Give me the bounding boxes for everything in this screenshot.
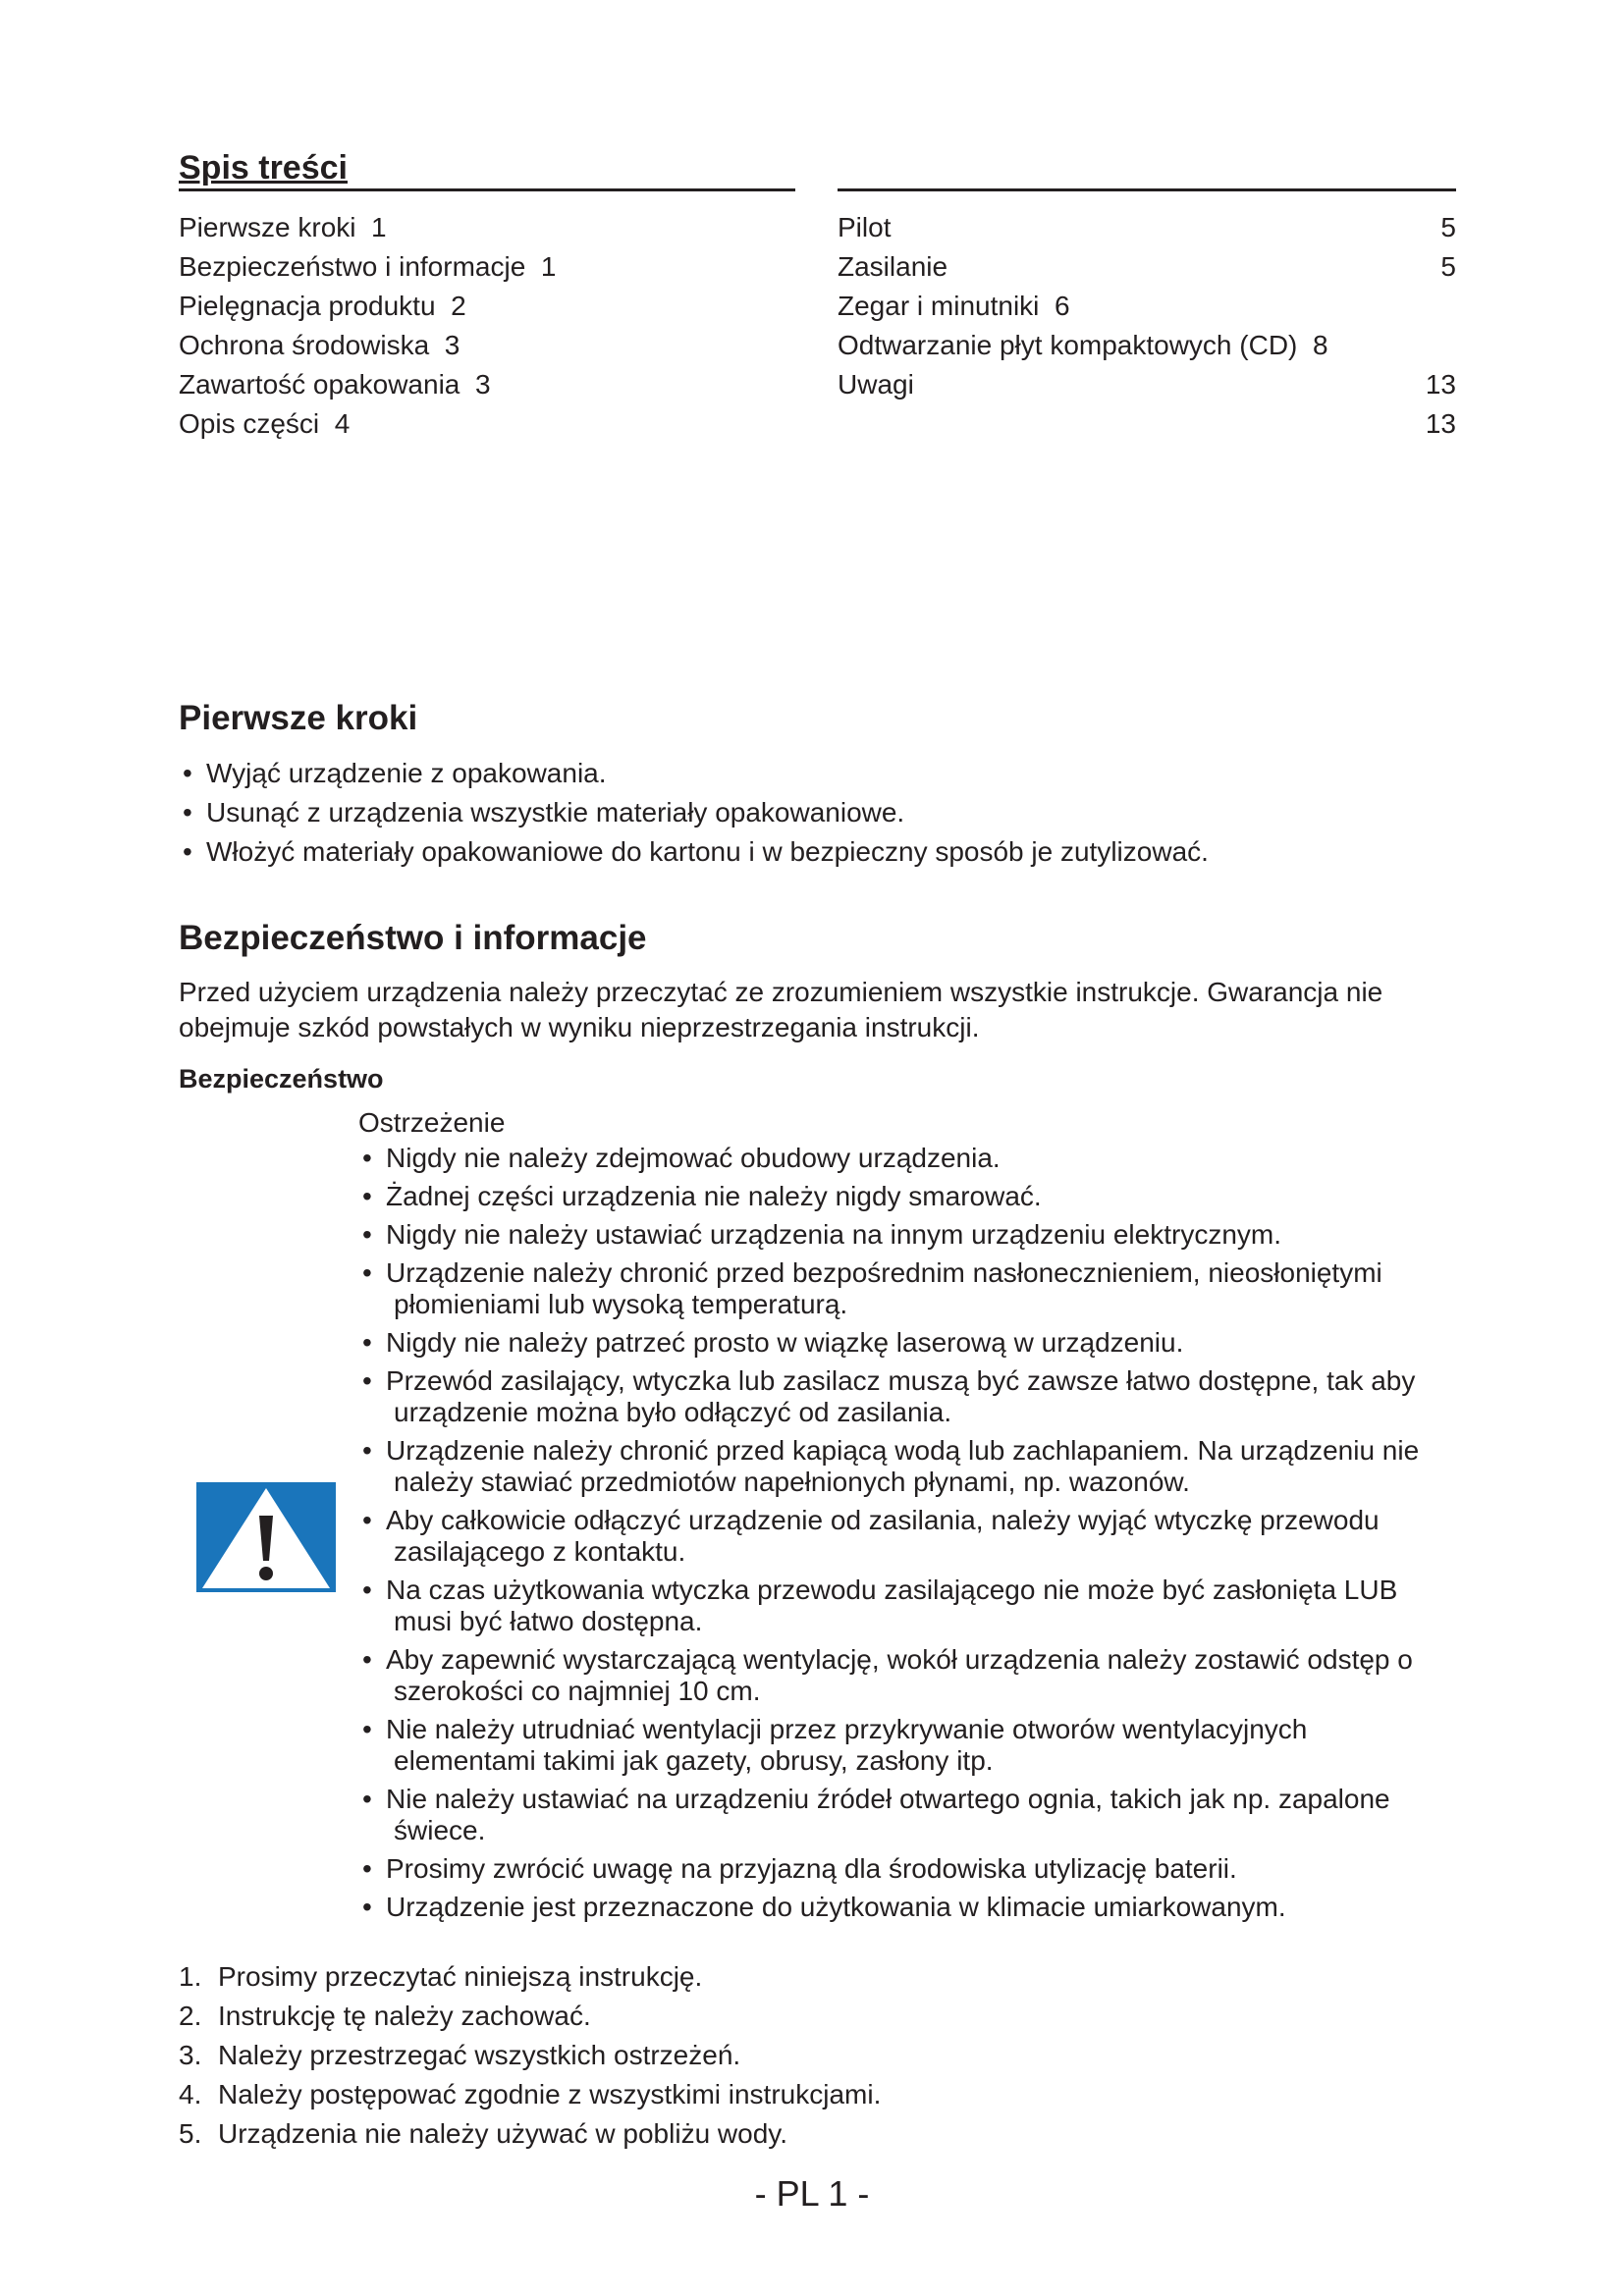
toc-entry[interactable]	[838, 326, 1456, 365]
list-item: • Usunąć z urządzenia wszystkie materiały opakowaniowe.	[179, 793, 1455, 832]
list-item: • Aby zapewnić wystarczającą wentylację, wokół urządzenia należy zostawić odstęp o szerokości co najmniej 10 cm.	[358, 1644, 1468, 1707]
toc-entry[interactable]	[838, 208, 1456, 247]
toc-entry-page: 6	[1054, 291, 1070, 321]
toc-entry-page: 8	[1312, 330, 1328, 360]
warning-list	[358, 1143, 1468, 1930]
toc-entry-page: 4	[334, 408, 351, 439]
first-steps-list	[179, 754, 1455, 872]
numbered-item: 3. Należy przestrzegać wszystkich ostrzeżeń.	[179, 2040, 741, 2070]
toc-entry[interactable]	[179, 365, 768, 404]
toc-entry[interactable]	[838, 247, 1456, 287]
list-item: • Na czas użytkowania wtyczka przewodu zasilającego nie może być zasłonięta LUB musi być łatwo dostępna.	[358, 1575, 1468, 1637]
toc-entry[interactable]	[838, 365, 1456, 404]
safety-heading: Bezpieczeństwo i informacje	[179, 919, 647, 957]
list-item: • Żadnej części urządzenia nie należy nigdy smarować.	[358, 1181, 1468, 1212]
toc-entry-label: Ochrona środowiska	[179, 330, 430, 360]
list-item: • Nigdy nie należy zdejmować obudowy urządzenia.	[358, 1143, 1468, 1174]
toc-entry-page: 3	[474, 369, 491, 400]
warning-icon	[196, 1482, 336, 1592]
list-item: • Przewód zasilający, wtyczka lub zasilacz muszą być zawsze łatwo dostępne, tak aby urządzenie można było odłączyć od zasilania.	[358, 1365, 1468, 1428]
list-item: • Nigdy nie należy ustawiać urządzenia na innym urządzeniu elektrycznym.	[358, 1219, 1468, 1251]
list-item: • Nigdy nie należy patrzeć prosto w wiązkę laserową w urządzeniu.	[358, 1327, 1468, 1359]
list-item: • Nie należy utrudniać wentylacji przez przykrywanie otworów wentylacyjnych elementami takimi jak gazety, obrusy, zasłony itp.	[358, 1714, 1468, 1777]
list-item: • Aby całkowicie odłączyć urządzenie od zasilania, należy wyjąć wtyczkę przewodu zasilającego z kontaktu.	[358, 1505, 1468, 1568]
toc-entry-label: Bezpieczeństwo i informacje	[179, 251, 526, 282]
toc-entry[interactable]	[179, 287, 768, 326]
toc-entry-label: Pilot	[838, 212, 892, 242]
list-item: • Urządzenie należy chronić przed kapiącą wodą lub zachlapaniem. Na urządzeniu nie należy stawiać przedmiotów napełnionych płynami, np. wazonów.	[358, 1435, 1468, 1498]
toc-entry-label: Odtwarzanie płyt kompaktowych (CD)	[838, 330, 1298, 360]
toc-right-column	[838, 208, 1456, 404]
toc-entry-label: Uwagi	[838, 369, 914, 400]
warning-icon-exclamation-dot	[259, 1567, 273, 1580]
toc-right-page-numbers	[1375, 208, 1456, 444]
toc-entry[interactable]	[179, 326, 768, 365]
toc-entry-label: Zegar i minutniki	[838, 291, 1040, 321]
toc-page-number: 13	[1425, 369, 1456, 400]
toc-page-number: 5	[1440, 251, 1456, 282]
toc-page-number	[1375, 326, 1456, 365]
toc-entry-page: 1	[540, 251, 557, 282]
numbered-item: 5. Urządzenia nie należy używać w pobliżu wody.	[179, 2118, 787, 2149]
numbered-item: 1. Prosimy przeczytać niniejszą instrukcję.	[179, 1961, 703, 1992]
toc-page-number	[1375, 287, 1456, 326]
safety-intro: Przed użyciem urządzenia należy przeczytać ze zrozumieniem wszystkie instrukcje. Gwarancja nie obejmuje szkód powstałych w wyniku nieprzestrzegania instrukcji.	[179, 977, 1383, 1042]
list-item: • Urządzenie należy chronić przed bezpośrednim nasłonecznieniem, nieosłoniętymi płomieniami lub wysoką temperaturą.	[358, 1257, 1468, 1320]
toc-rule-left	[179, 188, 795, 191]
toc-page-number: 5	[1440, 212, 1456, 242]
toc-entry[interactable]	[179, 404, 768, 444]
toc-entry-page: 1	[371, 212, 387, 242]
toc-entry-page: 3	[444, 330, 460, 360]
toc-page-number: 13	[1425, 408, 1456, 439]
toc-rule-right	[838, 188, 1456, 191]
list-item: • Nie należy ustawiać na urządzeniu źródeł otwartego ognia, takich jak np. zapalone świece.	[358, 1784, 1468, 1846]
toc-left-column	[179, 208, 768, 444]
numbered-item: 2. Instrukcję tę należy zachować.	[179, 2001, 591, 2031]
list-item: • Wyjąć urządzenie z opakowania.	[179, 754, 1455, 793]
safety-subheading: Bezpieczeństwo	[179, 1064, 384, 1094]
list-item: • Włożyć materiały opakowaniowe do kartonu i w bezpieczny sposób je zutylizować.	[179, 832, 1455, 872]
toc-entry[interactable]	[838, 287, 1456, 326]
toc-entry-label: Zawartość opakowania	[179, 369, 460, 400]
list-item: • Urządzenie jest przeznaczone do użytkowania w klimacie umiarkowanym.	[358, 1892, 1468, 1923]
numbered-instructions	[179, 1957, 881, 2154]
numbered-item: 4. Należy postępować zgodnie z wszystkimi instrukcjami.	[179, 2079, 882, 2109]
warning-label: Ostrzeżenie	[358, 1107, 506, 1138]
toc-entry[interactable]	[179, 247, 768, 287]
toc-title: Spis treści	[179, 149, 348, 187]
toc-entry[interactable]	[179, 208, 768, 247]
toc-entry-label: Pielęgnacja produktu	[179, 291, 436, 321]
toc-entry-page: 2	[451, 291, 466, 321]
page-number: - PL 1 -	[754, 2173, 870, 2214]
toc-entry-label: Zasilanie	[838, 251, 948, 282]
list-item: • Prosimy zwrócić uwagę na przyjazną dla środowiska utylizację baterii.	[358, 1853, 1468, 1885]
toc-entry-label: Pierwsze kroki	[179, 212, 356, 242]
first-steps-heading: Pierwsze kroki	[179, 699, 418, 737]
toc-entry-label: Opis części	[179, 408, 320, 439]
